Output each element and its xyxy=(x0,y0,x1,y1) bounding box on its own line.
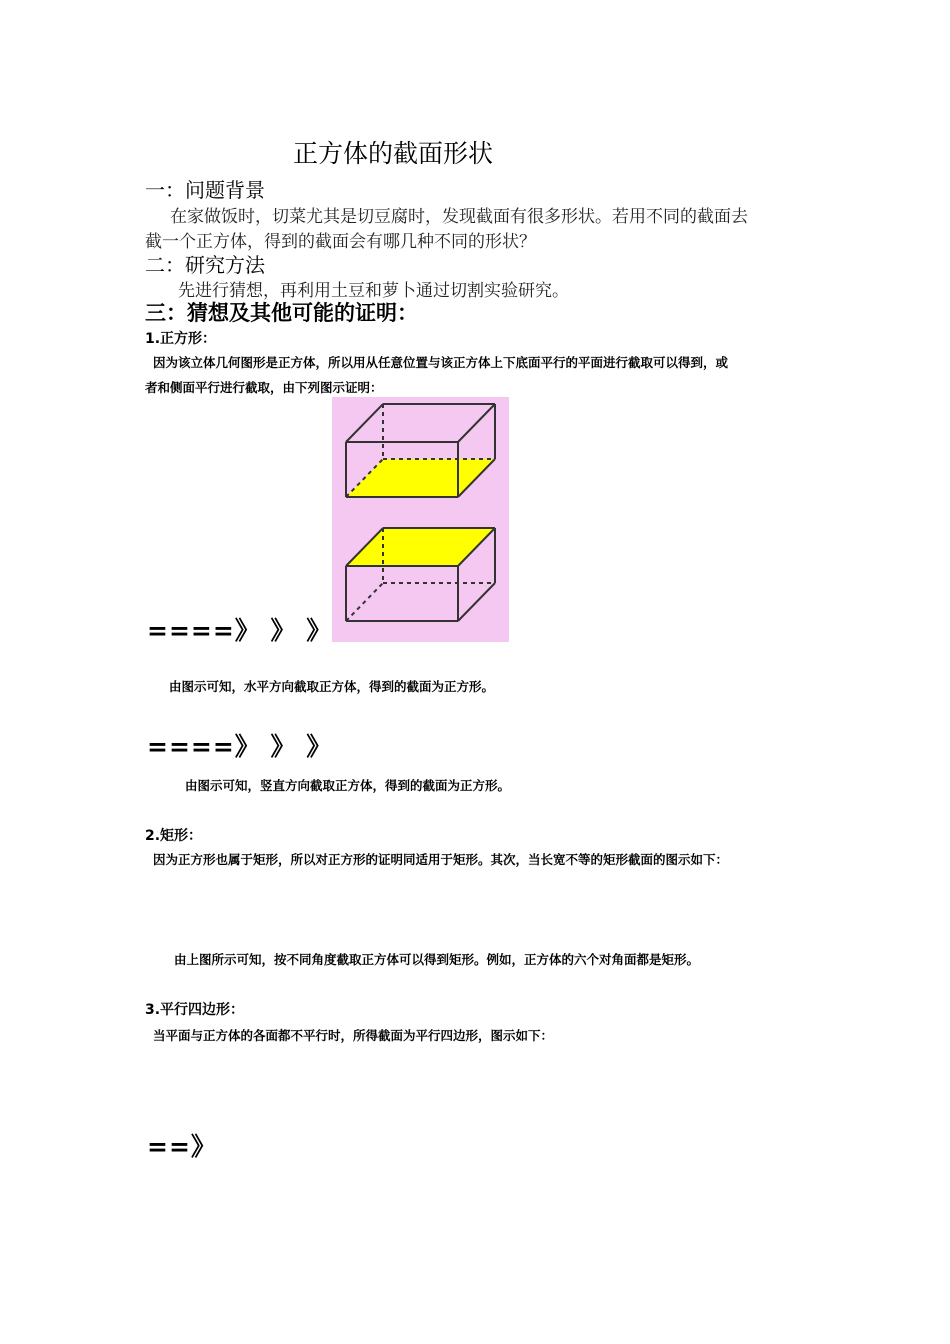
cube-section-diagram xyxy=(332,397,509,642)
arrow-marker-1: ====》 》 》 xyxy=(147,616,333,645)
section-heading-background: 一：问题背景 xyxy=(145,178,265,202)
background-paragraph-line-1: 在家做饭时，切菜尤其是切豆腐时，发现截面有很多形状。若用不同的截面去 xyxy=(170,207,748,227)
item-heading-square: 1.正方形： xyxy=(145,331,217,347)
square-paragraph-line-1: 因为该立体几何图形是正方体，所以用从任意位置与该正方体上下底面平行的平面进行截取可以得到，或 xyxy=(153,355,729,370)
page-title: 正方体的截面形状 xyxy=(293,139,494,168)
section-heading-conjecture: 三：猜想及其他可能的证明： xyxy=(145,301,418,325)
cube-section-figure xyxy=(332,397,509,642)
method-paragraph: 先进行猜想，再利用土豆和萝卜通过切割实验研究。 xyxy=(178,281,569,301)
cube-horizontal-bottom-section xyxy=(346,404,495,497)
section-heading-method: 二：研究方法 xyxy=(145,253,265,277)
item-heading-rectangle: 2.矩形： xyxy=(145,828,203,844)
square-paragraph-line-2: 者和侧面平行进行截取，由下列图示证明： xyxy=(145,380,383,395)
rectangle-paragraph: 因为正方形也属于矩形，所以对正方形的证明同适用于矩形。其次，当长宽不等的矩形截面的图示如下： xyxy=(153,852,729,867)
item-heading-parallelogram: 3.平行四边形： xyxy=(145,1002,245,1018)
background-paragraph-line-2: 截一个正方体，得到的截面会有哪几种不同的形状？ xyxy=(145,232,536,252)
square-conclusion-vertical: 由图示可知，竖直方向截取正方体，得到的截面为正方形。 xyxy=(185,778,511,793)
cube-horizontal-top-section xyxy=(346,528,495,621)
rectangle-conclusion: 由上图所示可知，按不同角度截取正方体可以得到矩形。例如，正方体的六个对角面都是矩形。 xyxy=(174,952,700,967)
arrow-marker-2: ====》 》 》 xyxy=(147,732,333,761)
parallelogram-paragraph: 当平面与正方体的各面都不平行时，所得截面为平行四边形，图示如下： xyxy=(153,1028,554,1043)
arrow-marker-3: ==》 xyxy=(147,1132,217,1161)
square-conclusion-horizontal: 由图示可知，水平方向截取正方体，得到的截面为正方形。 xyxy=(169,679,495,694)
